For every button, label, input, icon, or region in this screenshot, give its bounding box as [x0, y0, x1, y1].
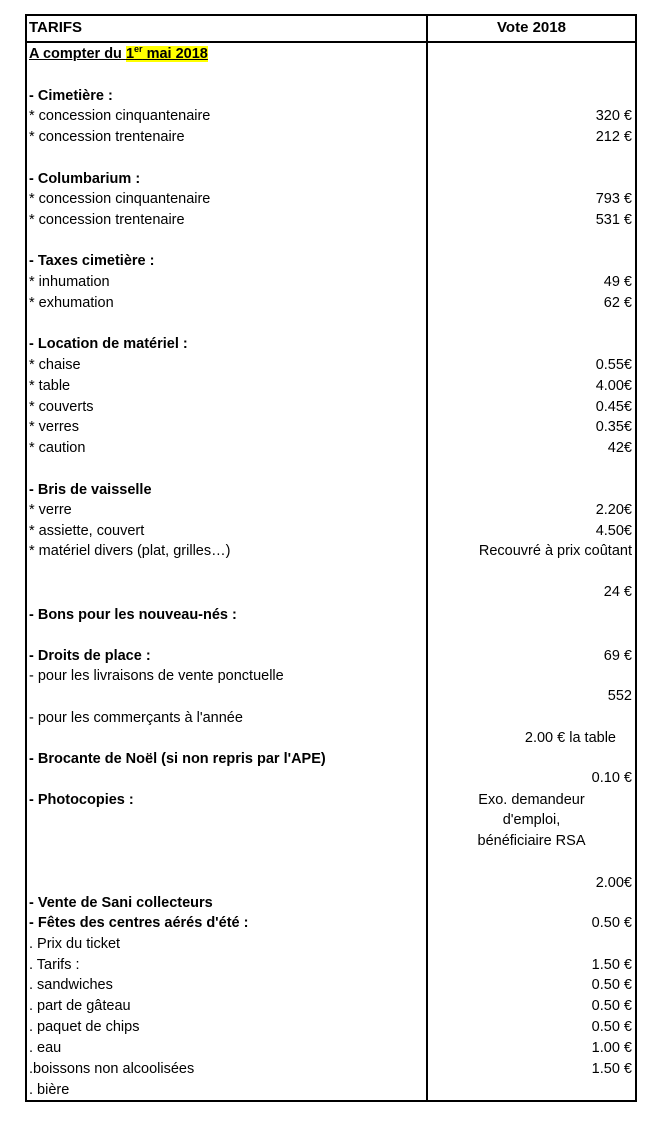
tarifs-table [25, 14, 637, 1102]
row-price: 2.00€ [595, 875, 632, 891]
section-title-columbarium: - Columbarium : [29, 171, 141, 187]
section-title-bris: - Bris de vaisselle [29, 482, 152, 498]
row-label: * concession trentenaire [29, 129, 185, 145]
row-price: 0.50 € [591, 1019, 632, 1035]
row-price: 793 € [595, 191, 632, 207]
row-price: 0.35€ [595, 419, 632, 435]
section-title-fetes: - Fêtes des centres aérés d'été : [29, 915, 249, 931]
section-title-cimetiere: - Cimetière : [29, 88, 113, 104]
row-label: * assiette, couvert [29, 523, 145, 539]
section-title-sani: - Vente de Sani collecteurs [29, 895, 213, 911]
row-label: . Prix du ticket [29, 936, 121, 952]
photocopies-note-line: Exo. demandeur [478, 792, 585, 808]
row-price: 2.00 € la table [524, 730, 616, 746]
row-price: 49 € [603, 274, 632, 290]
row-price: 1.50 € [591, 957, 632, 973]
row-label: * exhumation [29, 295, 114, 311]
row-label: * concession cinquantenaire [29, 108, 211, 124]
row-price: 0.45€ [595, 399, 632, 415]
header-vote: Vote 2018 [497, 19, 566, 36]
row-price: 2.20€ [595, 502, 632, 518]
section-title-droits: - Droits de place : [29, 648, 151, 664]
section-title-location: - Location de matériel : [29, 336, 188, 352]
section-title-bons: - Bons pour les nouveau-nés : [29, 607, 237, 623]
header-divider [27, 41, 635, 43]
effective-date-highlight: 1er mai 2018 [125, 44, 208, 62]
row-price: 531 € [595, 212, 632, 228]
column-divider [426, 16, 428, 1100]
effective-date [29, 44, 208, 64]
row-price: 69 € [603, 648, 632, 664]
row-price: 1.00 € [591, 1040, 632, 1056]
row-price: 552 [607, 688, 632, 704]
row-label: .boissons non alcoolisées [29, 1061, 195, 1077]
row-label: . eau [29, 1040, 62, 1056]
row-label: * caution [29, 440, 86, 456]
row-price: 1.50 € [591, 1061, 632, 1077]
row-price: 4.00€ [595, 378, 632, 394]
row-label: . sandwiches [29, 977, 113, 993]
photocopies-note-line: d'emploi, [502, 812, 561, 828]
row-price: 4.50€ [595, 523, 632, 539]
row-label: * couverts [29, 399, 94, 415]
effective-date-prefix: A compter du [29, 46, 126, 62]
section-title-photocopies: - Photocopies : [29, 792, 134, 808]
row-label: . Tarifs : [29, 957, 80, 973]
photocopies-note-line: bénéficiaire RSA [477, 833, 586, 849]
row-price: 42€ [607, 440, 632, 456]
row-label: * inhumation [29, 274, 110, 290]
row-label: * concession trentenaire [29, 212, 185, 228]
row-label: * concession cinquantenaire [29, 191, 211, 207]
row-label: * matériel divers (plat, grilles…) [29, 543, 231, 559]
row-label: * chaise [29, 357, 81, 373]
row-price: 0.50 € [591, 998, 632, 1014]
row-label: - pour les livraisons de vente ponctuelle [29, 668, 284, 684]
row-label: - pour les commerçants à l'année [29, 710, 243, 726]
row-price: 24 € [603, 584, 632, 600]
row-price: Recouvré à prix coûtant [478, 543, 632, 559]
row-price: 0.50 € [591, 915, 632, 931]
row-price: 62 € [603, 295, 632, 311]
row-price: 0.50 € [591, 977, 632, 993]
row-label: * verre [29, 502, 72, 518]
row-price: 320 € [595, 108, 632, 124]
row-price: 212 € [595, 129, 632, 145]
row-price: 0.10 € [591, 770, 632, 786]
header-title: TARIFS [29, 19, 83, 36]
row-label: . bière [29, 1082, 70, 1098]
row-label: . part de gâteau [29, 998, 131, 1014]
section-title-taxes: - Taxes cimetière : [29, 253, 155, 269]
row-price: 0.55€ [595, 357, 632, 373]
row-label: * verres [29, 419, 79, 435]
section-title-brocante: - Brocante de Noël (si non repris par l'APE) [29, 751, 326, 767]
row-label: . paquet de chips [29, 1019, 140, 1035]
row-label: * table [29, 378, 71, 394]
